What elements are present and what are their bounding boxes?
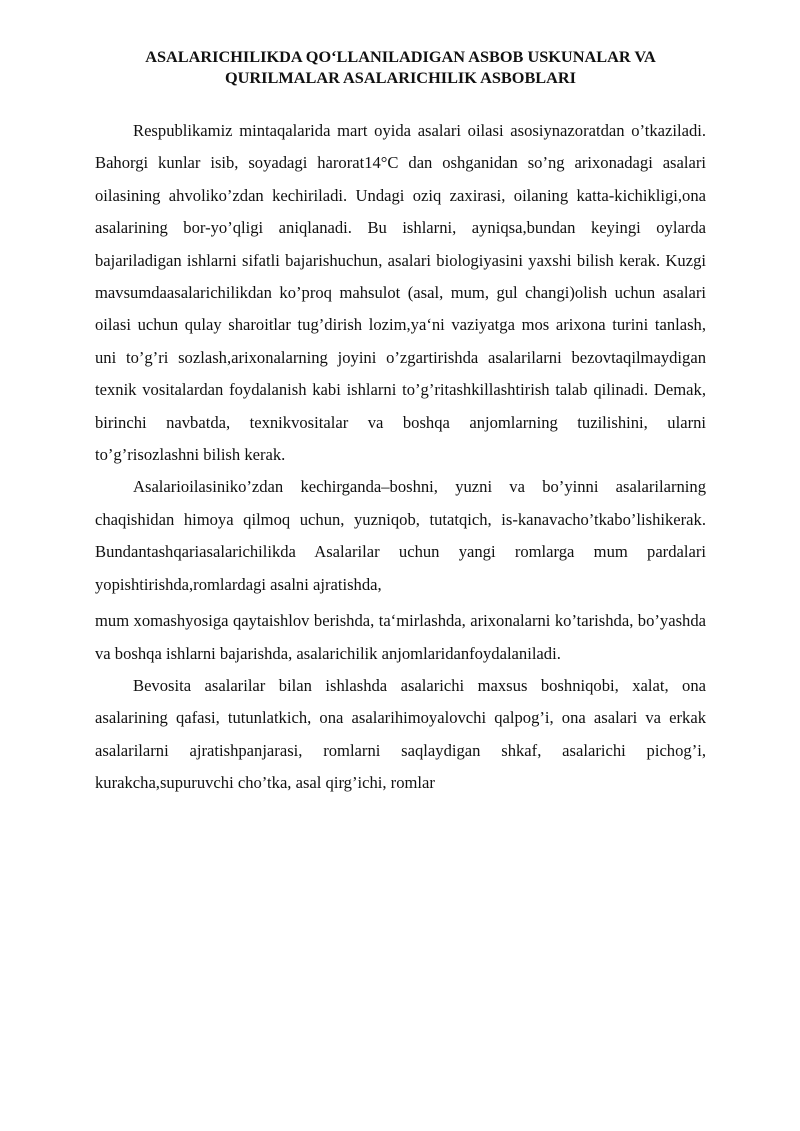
title-line-1: ASALARICHILIKDA QO‘LLANILADIGAN ASBOB USKUNALAR VA (145, 47, 656, 66)
title-line-2: QURILMALAR ASALARICHILIK ASBOBLARI (224, 68, 577, 87)
document-page (95, 46, 706, 800)
document-title (95, 46, 706, 88)
paragraph-2: Asalarioilasiniko’zdan kechirganda–boshni, yuzni va bo’yinni asalarilarning chaqishidan himoya qilmoq uchun, yuzniqob, tutatqich, is-kanavacho’tkabo’lishikerak. Bundantashqariasalarichilikda Asalarilar uchun yangi romlarga mum pardalari yopishtirishda,romlardagi asalni ajratishda, (95, 477, 706, 594)
paragraph-4: Bevosita asalarilar bilan ishlashda asalarichi maxsus boshniqobi, xalat, ona asalarining qafasi, tutunlatkich, ona asalarihimoyalovchi qalpog’i, ona asalari va erkak asalarilarni ajratishpanjarasi, romlarni saqlaydigan shkaf, asalarichi pichog’i, kurakcha,supuruvchi cho’tka, asal qirg’ichi, romlar (95, 675, 706, 793)
paragraph-3: mum xomashyosiga qaytaishlov berishda, ta‘mirlashda, arixonalarni ko’tarishda, bo’yashda va boshqa ishlarni bajarishda, asalarichilik anjomlaridanfoydalaniladi. (95, 611, 706, 663)
paragraph-1: Respublikamiz mintaqalarida mart oyida asalari oilasi asosiynazoratdan o’tkaziladi. Bahorgi kunlar isib, soyadagi harorat14°C dan oshganidan so’ng arixonadagi asalari oilasining ahvoliko’zdan kechiriladi. Undagi oziq zaxirasi, oilaning katta-kichikligi,ona asalarining bor-yo’qligi aniqlanadi. Bu ishlarni, ayniqsa,bundan keyingi oylarda bajariladigan ishlarni sifatli bajarishuchun, asalari biologiyasini yaxshi bilish kerak. Kuzgi mavsumdaasalarichilikdan ko’proq mahsulot (asal, mum, gul changi)olish uchun asalari oilasi uchun qulay sharoitlar tug’dirish lozim,ya‘ni vaziyatga mos arixona turini tanlash, uni to’g’ri sozlash,arixonalarning joyini o’zgartirishda asalarilarni bezovtaqilmaydigan texnik vositalardan foydalanish kabi ishlarni to’g’ritashkillashtirish talab qilinadi. Demak, birinchi navbatda, texnikvositalar va boshqa anjomlarning tuzilishini, ularni to’g’risozlashni bilish kerak. (95, 121, 706, 465)
